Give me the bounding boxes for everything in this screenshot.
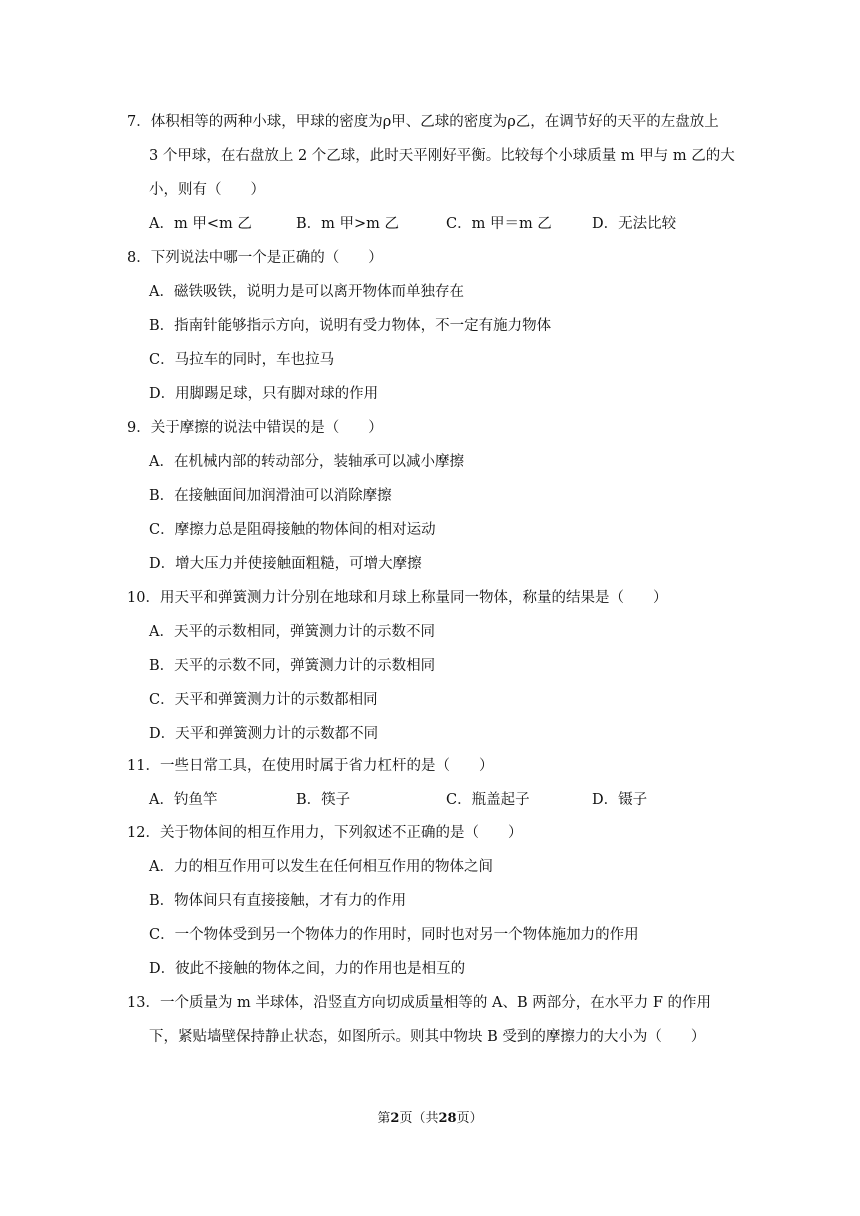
q8-option-d: D．用脚踢足球，只有脚对球的作用 xyxy=(149,386,379,402)
q9-option-d: D．增大压力并使接触面粗糙，可增大摩擦 xyxy=(149,556,422,572)
q11-option-d: D．镊子 xyxy=(592,792,648,808)
q10-stem: 10．用天平和弹簧测力计分别在地球和月球上称量同一物体，称量的结果是（ ） xyxy=(127,590,668,606)
q8-option-b: B．指南针能够指示方向，说明有受力物体，不一定有施力物体 xyxy=(149,318,552,334)
q10-option-c: C．天平和弹簧测力计的示数都相同 xyxy=(149,692,378,708)
q12-option-b: B．物体间只有直接接触，才有力的作用 xyxy=(149,893,407,909)
q10-option-b: B．天平的示数不同，弹簧测力计的示数相同 xyxy=(149,658,436,674)
q7-option-a: A．m 甲<m 乙 xyxy=(149,216,252,232)
page-footer xyxy=(0,1110,860,1128)
q11-option-a: A．钓鱼竿 xyxy=(149,792,218,808)
footer-prefix: 第 xyxy=(377,1111,391,1126)
footer-total-pages: 28 xyxy=(438,1111,457,1126)
q8-option-c: C．马拉车的同时，车也拉马 xyxy=(149,352,335,368)
q7-option-d: D．无法比较 xyxy=(592,216,677,232)
footer-page-number: 2 xyxy=(390,1111,400,1126)
q12-option-d: D．彼此不接触的物体之间，力的作用也是相互的 xyxy=(149,961,466,977)
q8-stem: 8．下列说法中哪一个是正确的（ ） xyxy=(127,250,383,266)
footer-middle: 页（共 xyxy=(399,1111,439,1126)
q11-option-b: B．筷子 xyxy=(296,792,351,808)
q9-stem: 9．关于摩擦的说法中错误的是（ ） xyxy=(127,420,383,436)
footer-suffix: 页） xyxy=(456,1111,483,1126)
q12-option-c: C．一个物体受到另一个物体力的作用时，同时也对另一个物体施加力的作用 xyxy=(149,927,639,943)
q8-option-a: A．磁铁吸铁，说明力是可以离开物体而单独存在 xyxy=(149,284,464,300)
q9-option-b: B．在接触面间加润滑油可以消除摩擦 xyxy=(149,488,392,504)
q10-option-d: D．天平和弹簧测力计的示数都不同 xyxy=(149,726,379,742)
q7-option-c: C．m 甲＝m 乙 xyxy=(446,216,552,232)
q12-stem: 12．关于物体间的相互作用力，下列叙述不正确的是（ ） xyxy=(127,825,523,841)
q13-line1: 13．一个质量为 m 半球体，沿竖直方向切成质量相等的 A、B 两部分，在水平力 F 的作用 xyxy=(127,995,712,1011)
q11-option-c: C．瓶盖起子 xyxy=(446,792,530,808)
q9-option-a: A．在机械内部的转动部分，装轴承可以减小摩擦 xyxy=(149,454,464,470)
q7-line3: 小，则有（ ） xyxy=(149,182,265,198)
q12-option-a: A．力的相互作用可以发生在任何相互作用的物体之间 xyxy=(149,859,493,875)
q13-line2: 下，紧贴墙壁保持静止状态，如图所示。则其中物块 B 受到的摩擦力的大小为（ ） xyxy=(149,1029,706,1045)
q7-line1: 7．体积相等的两种小球，甲球的密度为ρ甲、乙球的密度为ρ乙，在调节好的天平的左盘放上 xyxy=(127,114,719,130)
q7-line2: 3 个甲球，在右盘放上 2 个乙球，此时天平刚好平衡。比较每个小球质量 m 甲与 m 乙的大 xyxy=(149,148,735,164)
q11-stem: 11．一些日常工具，在使用时属于省力杠杆的是（ ） xyxy=(127,758,494,774)
q10-option-a: A．天平的示数相同，弹簧测力计的示数不同 xyxy=(149,624,435,640)
q9-option-c: C．摩擦力总是阻碍接触的物体间的相对运动 xyxy=(149,522,436,538)
q7-option-b: B．m 甲>m 乙 xyxy=(296,216,400,232)
